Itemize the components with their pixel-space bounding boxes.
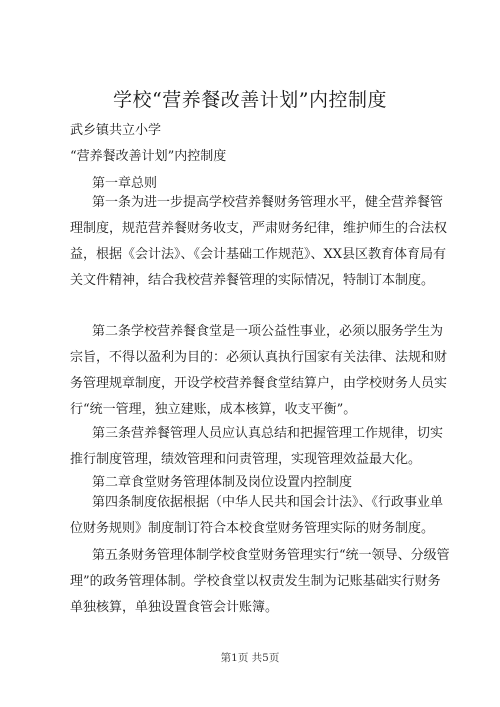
page-number: 第1页 共5页 (220, 652, 280, 664)
article-2: 第二条学校营养餐食堂是一项公益性事业，必须以服务学生为宗旨，不得以盈利为目的：必须认真执行国家有关法律、法规和财务管理规章制度，开设学校营养餐食堂结算户，由学校财务人员实行“统一管理，独立建账，成本核算，收支平衡”。 (70, 324, 448, 417)
document-subtitle: “营养餐改善计划”内控制度 (70, 149, 227, 164)
document-title: 学校“营养餐改善计划”内控制度 (113, 89, 387, 111)
article-5: 第五条财务管理体制学校食堂财务管理实行“统一领导、分级管理”的政务管理体制。学校食堂以权责发生制为记账基础实行财务单独核算，单独设置食管会计账簿。 (70, 548, 450, 615)
article-3: 第三条营养餐管理人员应认真总结和把握管理工作规律，切实推行制度管理，绩效管理和问责管理，实现管理效益最大化。 (70, 426, 444, 467)
chapter-heading-1: 第一章总则 (92, 176, 158, 191)
chapter-heading-2: 第二章食堂财务管理体制及岗位设置内控制度 (92, 475, 353, 490)
school-name: 武乡镇共立小学 (70, 123, 162, 138)
article-4: 第四条制度依据根据（中华人民共和国会计法》、《行政事业单位财务规则》制度制订符合本校食堂财务管理实际的财务制度。 (70, 495, 444, 536)
article-1: 第一条为进一步提高学校营养餐财务管理水平，健全营养餐管理制度，规范营养餐财务收支，严肃财务纪律，维护师生的合法权益，根据《会计法》、《会计基础工作规范》、XX县区教育体育局有关文件精神，结合我校营养餐管理的实际情况，特制订本制度。 (70, 195, 448, 288)
